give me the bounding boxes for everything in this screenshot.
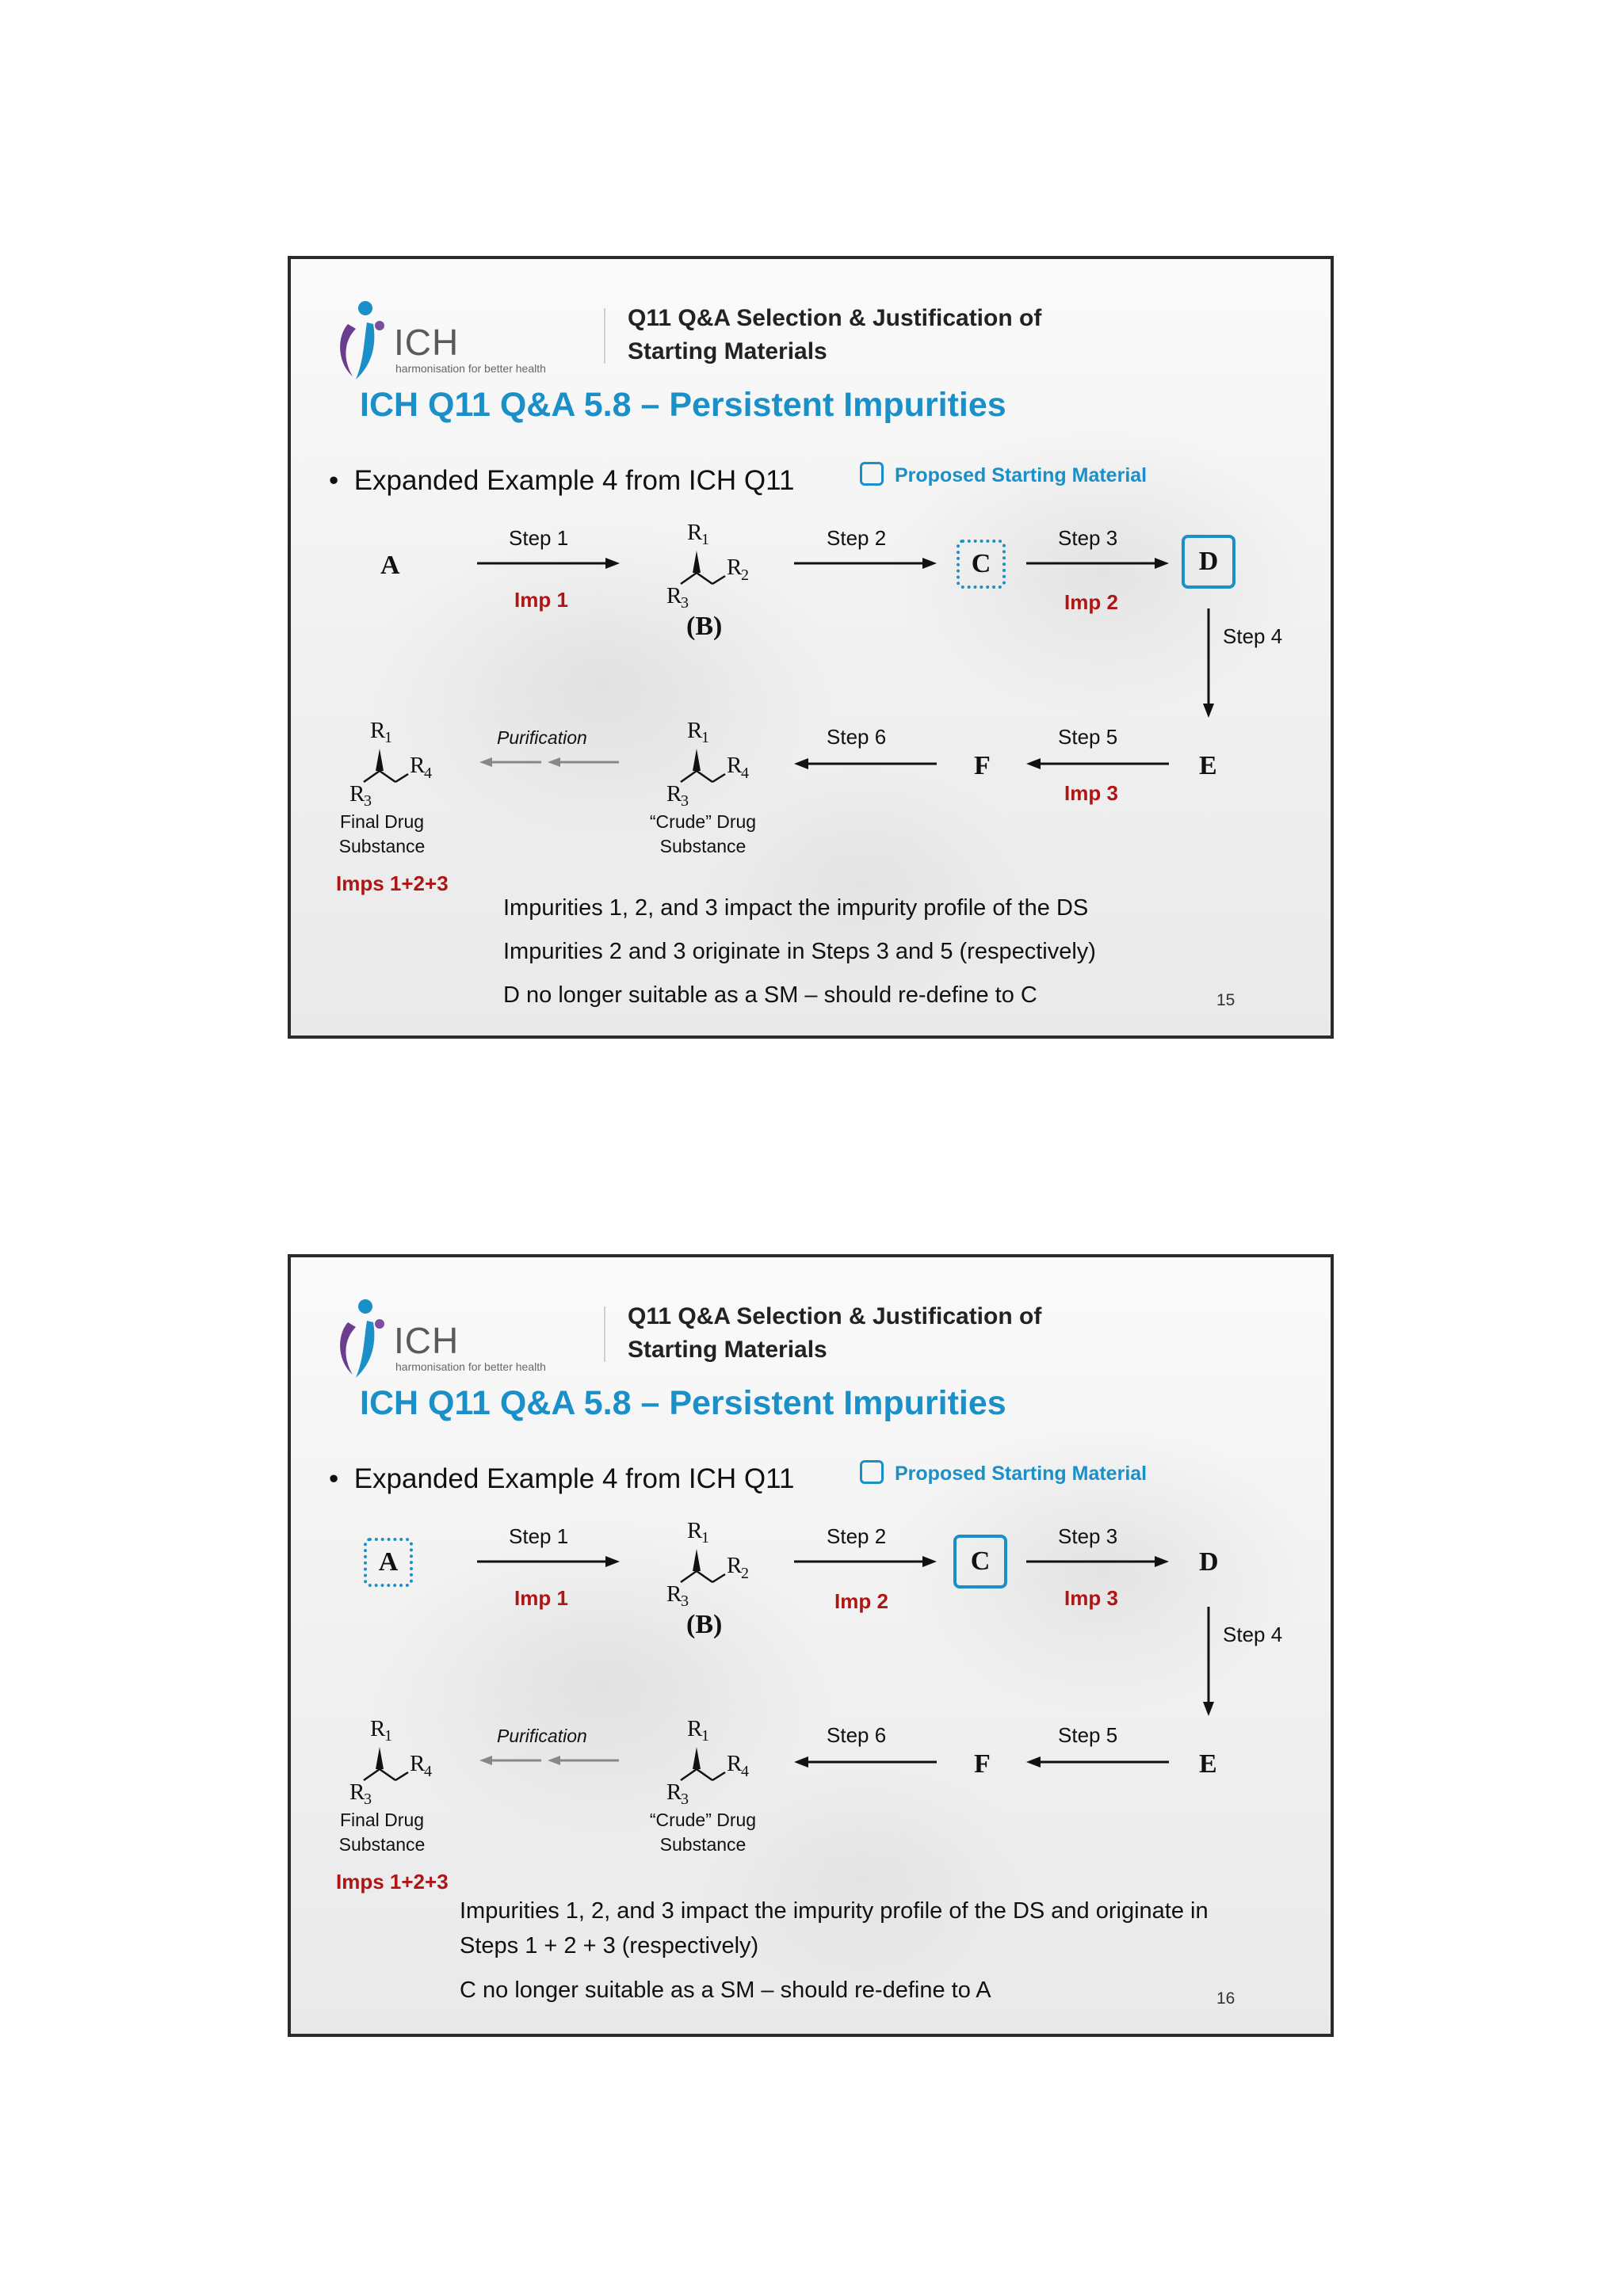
arrow-step-4 [1201, 1607, 1216, 1718]
svg-text:3: 3 [681, 792, 689, 810]
svg-text:R: R [410, 1751, 426, 1776]
imp-after-step-3: Imp 2 [1064, 590, 1118, 614]
step-5-label: Step 5 [1058, 1723, 1118, 1747]
node-b: (B) [686, 1610, 723, 1639]
step-6-label: Step 6 [827, 725, 887, 749]
step-2-label: Step 2 [827, 526, 887, 550]
svg-text:3: 3 [364, 1791, 372, 1808]
bullet-item: • Expanded Example 4 from ICH Q11 [329, 1463, 795, 1494]
page-number: 16 [1216, 1989, 1235, 2008]
logo-wordmark: ICH [394, 322, 460, 363]
header-title: Q11 Q&A Selection & Justification of Starting Materials [628, 305, 1042, 364]
node-f: F [974, 751, 991, 780]
arrow-step-3 [1026, 555, 1169, 571]
svg-text:4: 4 [741, 765, 749, 782]
svg-text:1: 1 [701, 1727, 709, 1745]
svg-text:3: 3 [364, 792, 372, 810]
step-1-label: Step 1 [509, 1524, 569, 1548]
imp-after-step-5: Imp 3 [1064, 781, 1118, 805]
svg-text:1: 1 [701, 729, 709, 746]
imps-final: Imps 1+2+3 [336, 871, 449, 895]
note-2: C no longer suitable as a SM – should re-define to A [460, 1978, 991, 2003]
ich-logo-icon [332, 297, 395, 384]
node-a: A [378, 1547, 399, 1577]
header-title: Q11 Q&A Selection & Justification of Starting Materials [628, 1303, 1042, 1363]
logo-tagline: harmonisation for better health [395, 362, 546, 375]
step-2-label: Step 2 [827, 1524, 887, 1548]
bullet-text: Expanded Example 4 from ICH Q11 [353, 1463, 795, 1494]
arrow-step-6 [794, 756, 937, 772]
svg-text:R: R [687, 718, 703, 743]
proposed-starting-material-c [953, 1535, 1007, 1589]
svg-text:R: R [666, 1779, 682, 1805]
node-b: (B) [686, 612, 723, 641]
molecule-b [655, 520, 774, 612]
svg-text:3: 3 [681, 594, 689, 612]
legend-label: Proposed Starting Material [895, 464, 1148, 486]
imp-after-step-1: Imp 1 [514, 1586, 568, 1610]
svg-text:4: 4 [424, 1763, 432, 1780]
arrow-step-6 [794, 1754, 937, 1770]
logo-tagline: harmonisation for better health [395, 1360, 546, 1373]
node-d: D [1199, 1547, 1219, 1577]
starting-material-candidate-a [364, 1538, 413, 1587]
svg-text:4: 4 [424, 765, 432, 782]
header-divider [604, 308, 605, 364]
arrow-step-4 [1201, 608, 1216, 719]
caption-crude: “Crude” Drug Substance [649, 1810, 757, 1855]
note-1: Impurities 1, 2, and 3 impact the impurity profile of the DS and originate in Steps 1 + 2 + 3 (respectively) [460, 1898, 1209, 1958]
svg-text:2: 2 [741, 1565, 749, 1582]
caption-final: Final Drug Substance [338, 1810, 426, 1855]
step-3-label: Step 3 [1058, 526, 1118, 550]
arrow-purification [479, 754, 622, 770]
purification-label: Purification [497, 727, 587, 748]
header-divider [604, 1306, 605, 1362]
svg-text:1: 1 [384, 1727, 392, 1745]
page-number: 15 [1216, 991, 1235, 1009]
node-a: A [380, 551, 400, 580]
slide-title: ICH Q11 Q&A 5.8 – Persistent Impurities [360, 1384, 1006, 1422]
purification-label: Purification [497, 1726, 587, 1746]
svg-text:1: 1 [384, 729, 392, 746]
svg-text:3: 3 [681, 1592, 689, 1610]
arrow-step-5 [1026, 1754, 1169, 1770]
svg-text:R: R [666, 1581, 682, 1607]
caption-final: Final Drug Substance [338, 811, 426, 856]
arrow-step-2 [794, 555, 937, 571]
svg-text:R: R [666, 583, 682, 608]
proposed-starting-material-d [1182, 535, 1235, 589]
step-1-label: Step 1 [509, 526, 569, 550]
legend-box [860, 1460, 884, 1484]
svg-text:R: R [687, 520, 703, 545]
molecule-b [655, 1518, 774, 1610]
node-c: C [971, 549, 991, 578]
logo-wordmark: ICH [394, 1320, 460, 1361]
node-c: C [970, 1547, 991, 1576]
arrow-purification [479, 1753, 622, 1768]
step-4-label: Step 4 [1223, 624, 1283, 648]
caption-crude: “Crude” Drug Substance [649, 811, 757, 856]
step-5-label: Step 5 [1058, 725, 1118, 749]
svg-text:4: 4 [741, 1763, 749, 1780]
arrow-step-2 [794, 1554, 937, 1569]
imp-after-step-3: Imp 3 [1064, 1586, 1118, 1610]
molecule-final [338, 718, 457, 810]
svg-text:R: R [687, 1518, 703, 1543]
legend-label: Proposed Starting Material [895, 1463, 1148, 1485]
node-f: F [974, 1749, 991, 1779]
svg-text:R: R [370, 718, 386, 743]
bullet-text: Expanded Example 4 from ICH Q11 [353, 465, 795, 496]
slide-title: ICH Q11 Q&A 5.8 – Persistent Impurities [360, 386, 1006, 424]
arrow-step-1 [477, 1554, 620, 1569]
arrow-step-3 [1026, 1554, 1169, 1569]
starting-material-candidate-c [957, 540, 1006, 589]
svg-text:1: 1 [701, 531, 709, 548]
svg-text:R: R [666, 781, 682, 807]
svg-text:R: R [349, 781, 365, 807]
note-2: Impurities 2 and 3 originate in Steps 3 and 5 (respectively) [503, 939, 1096, 964]
svg-text:R: R [349, 1779, 365, 1805]
svg-text:1: 1 [701, 1529, 709, 1547]
ich-logo [332, 1295, 570, 1383]
node-e: E [1199, 1749, 1217, 1779]
arrow-step-1 [477, 555, 620, 571]
node-d: D [1198, 547, 1219, 576]
slide-15 [288, 256, 1334, 1039]
molecule-crude [655, 718, 774, 810]
svg-text:2: 2 [741, 566, 749, 584]
svg-text:R: R [727, 753, 743, 778]
svg-text:R: R [687, 1716, 703, 1741]
svg-text:R: R [370, 1716, 386, 1741]
molecule-crude [655, 1716, 774, 1808]
svg-text:3: 3 [681, 1791, 689, 1808]
legend-box [860, 462, 884, 486]
ich-logo-icon [332, 1295, 395, 1383]
note-1: Impurities 1, 2, and 3 impact the impurity profile of the DS [503, 895, 1089, 921]
step-4-label: Step 4 [1223, 1623, 1283, 1646]
imp-after-step-1: Imp 1 [514, 588, 568, 612]
node-e: E [1199, 751, 1217, 780]
arrow-step-5 [1026, 756, 1169, 772]
svg-text:R: R [410, 753, 426, 778]
imps-final: Imps 1+2+3 [336, 1870, 449, 1894]
svg-text:R: R [727, 555, 743, 580]
svg-text:R: R [727, 1553, 743, 1578]
step-3-label: Step 3 [1058, 1524, 1118, 1548]
svg-text:R: R [727, 1751, 743, 1776]
slide-16 [288, 1254, 1334, 2037]
ich-logo [332, 297, 570, 384]
step-6-label: Step 6 [827, 1723, 887, 1747]
bullet-item: • Expanded Example 4 from ICH Q11 [329, 465, 795, 496]
note-3: D no longer suitable as a SM – should re-define to C [503, 982, 1037, 1008]
molecule-final [338, 1716, 457, 1808]
imp-after-step-2: Imp 2 [834, 1589, 888, 1613]
